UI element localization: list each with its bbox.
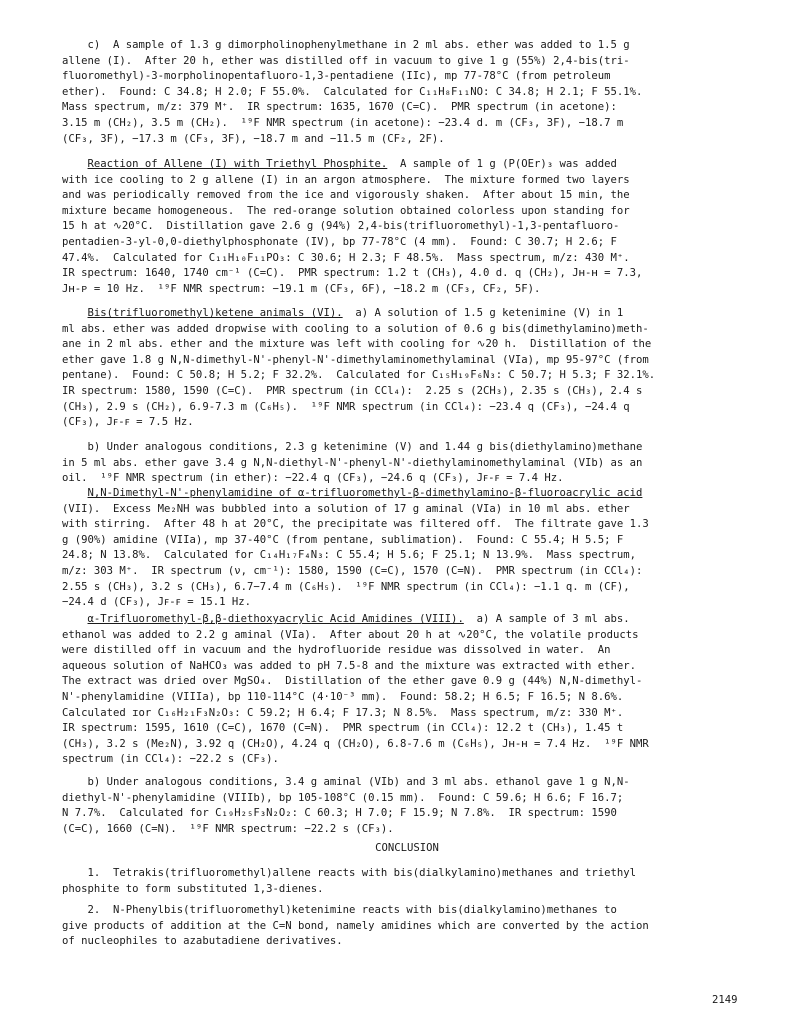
page-number: 2149 (712, 994, 738, 1006)
text-line: The extract was dried over MgSO₄. Distillation of the ether gave 0.9 g (44%) N,N-dimethyl- (62, 675, 643, 688)
text-line: 15 h at ∿20°C. Distillation gave 2.6 g (94%) 2,4-bis(trifluoromethyl)-1,3-pentafluoro- (62, 220, 620, 233)
text-line: of nucleophiles to azabutadiene derivatives. (62, 935, 343, 948)
conclusion-item-1 (62, 866, 752, 897)
text-line: 24.8; N 13.8%. Calculated for C₁₄H₁₇F₄N₃: C 55.4; H 5.6; F 25.1; N 13.9%. Mass spectrum, (62, 549, 637, 562)
text-line: ether gave 1.8 g N,N-dimethyl-N'-phenyl-N'-dimethylaminomethylaminal (VIa), mp 95-97°C (from (62, 353, 649, 366)
text-line: ml abs. ether was added dropwise with cooling to a solution of 0.6 g bis(dimethylamino)meth- (62, 322, 649, 335)
paragraph-triethyl-phosphite (62, 157, 752, 297)
paragraph-allene-morpholino (62, 38, 752, 147)
text-line: pentadien-3-yl-0,0-diethylphosphonate (IV), bp 77-78°C (4 mm). Found: C 30.7; H 2.6; F (62, 235, 617, 248)
text-line: ane in 2 ml abs. ether and the mixture was left with cooling for ∿20 h. Distillation of the (62, 338, 652, 351)
text-line: 2. N-Phenylbis(trifluoromethyl)ketenimine reacts with bis(dialkylamino)methanes to (62, 904, 617, 916)
text-line: (CH₃), 2.9 s (CH₂), 6.9-7.3 m (C₆H₅). ¹⁹F NMR spectrum (in CCl₄): −23.4 q (CF₃), −24.4 q (62, 400, 630, 413)
text-line: oil. ¹⁹F NMR spectrum (in ether): −22.4 q (CF₃), −24.6 q (CF₃), Jꜰ-ꜰ = 7.4 Hz. (62, 472, 564, 485)
conclusion-heading-block (62, 841, 752, 857)
section-heading: Bis(trifluoromethyl)ketene animals (VI). (87, 307, 343, 319)
text-line: give products of addition at the C=N bond, namely amidines which are converted by the action (62, 919, 649, 932)
text-line: (VII). Excess Me₂NH was bubbled into a solution of 17 g aminal (VIa) in 10 ml abs. ether (62, 502, 630, 515)
section-heading: N,N-Dimethyl-N'-phenylamidine of α-trifluoromethyl-β-dimethylamino-β-fluoroacrylic acid (87, 487, 643, 499)
text-line: in 5 ml abs. ether gave 3.4 g N,N-diethyl-N'-phenyl-N'-diethylaminomethylaminal (VIb) as an (62, 456, 643, 469)
paragraph-amidine-viiib (62, 775, 752, 837)
conclusion-heading: CONCLUSION (375, 842, 439, 854)
section-heading-line: Bis(trifluoromethyl)ketene animals (VI). a) A solution of 1.5 g ketenimine (V) in 1 (87, 307, 624, 319)
text-line: phosphite to form substituted 1,3-dienes. (62, 882, 324, 895)
text-line: with ice cooling to 2 g allene (I) in an argon atmosphere. The mixture formed two layers (62, 173, 630, 186)
text-line: (CH₃), 3.2 s (Me₂N), 3.92 q (CH₂O), 4.24 q (CH₂O), 6.8-7.6 m (C₆H₅), Jʜ-ʜ = 7.4 Hz. ¹⁹F NMR (62, 737, 649, 750)
section-heading-line: α-Trifluoromethyl-β,β-diethoxyacrylic Acid Amidines (VIII). a) A sample of 3 ml abs. (87, 613, 630, 625)
section-heading: α-Trifluoromethyl-β,β-diethoxyacrylic Acid Amidines (VIII). (87, 613, 464, 625)
text-line: (CF₃, 3F), −17.3 m (CF₃, 3F), −18.7 m and −11.5 m (CF₂, 2F). (62, 132, 445, 145)
text-line: m/z: 303 M⁺. IR spectrum (ν, cm⁻¹): 1580, 1590 (C=C), 1570 (C=N). PMR spectrum (in CCl₄): (62, 564, 643, 577)
paragraph-amidines-viii (62, 612, 752, 768)
section-heading: Reaction of Allene (I) with Triethyl Phosphite. (87, 158, 388, 170)
text-line: fluoromethyl)-3-morpholinopentafluoro-1,3-pentadiene (IIc), mp 77-78°C (from petroleum (62, 70, 611, 83)
text-line: N 7.7%. Calculated for C₁₉H₂₅F₃N₂O₂: C 60.3; H 7.0; F 15.9; N 7.8%. IR spectrum: 1590 (62, 807, 617, 820)
text-line: (C=C), 1660 (C=N). ¹⁹F NMR spectrum: −22.2 s (CF₃). (62, 822, 394, 835)
paragraph-aminal-vib (62, 440, 752, 487)
text-line: IR spectrum: 1640, 1740 cm⁻¹ (C=C). PMR spectrum: 1.2 t (CH₃), 4.0 d. q (CH₂), Jʜ-ʜ = 7.3, (62, 267, 643, 280)
text-line: diethyl-N'-phenylamidine (VIIIb), bp 105-108°C (0.15 mm). Found: C 59.6; H 6.6; F 16.7; (62, 791, 624, 804)
text-line: b) Under analogous conditions, 3.4 g aminal (VIb) and 3 ml abs. ethanol gave 1 g N,N- (62, 776, 630, 788)
text-line: aqueous solution of NaHCO₃ was added to pH 7.5-8 and the mixture was extracted with ether. (62, 659, 637, 672)
text-line: Mass spectrum, m/z: 379 M⁺. IR spectrum: 1635, 1670 (C=C). PMR spectrum (in acetone): (62, 101, 617, 114)
text-line: g (90%) amidine (VIIa), mp 37-40°C (from pentane, sublimation). Found: C 55.4; H 5.5; F (62, 533, 624, 546)
text-line: 3.15 m (CH₂), 3.5 m (CH₂). ¹⁹F NMR spectrum (in acetone): −23.4 d. m (CF₃, 3F), −18.7 m (62, 116, 624, 129)
text-line: spectrum (in CCl₄): −22.2 s (CF₃). (62, 753, 279, 766)
paragraph-amidine-vii (62, 486, 752, 611)
text-line: b) Under analogous conditions, 2.3 g ketenimine (V) and 1.44 g bis(diethylamino)methane (62, 441, 643, 453)
section-heading-line (62, 486, 752, 502)
text-line: −24.4 d (CF₃), Jꜰ-ꜰ = 15.1 Hz. (62, 596, 251, 609)
paragraph-ketene-aminals (62, 306, 752, 431)
text-line: 47.4%. Calculated for C₁₁H₁₀F₁₁PO₃: C 30.6; H 2.3; F 48.5%. Mass spectrum, m/z: 430 M⁺. (62, 251, 630, 264)
text-line: c) A sample of 1.3 g dimorpholinophenylmethane in 2 ml abs. ether was added to 1.5 g (62, 39, 630, 51)
section-heading-line: Reaction of Allene (I) with Triethyl Phosphite. A sample of 1 g (P(OEr)₃ was added (87, 158, 617, 170)
text-line: IR spectrum: 1580, 1590 (C=C). PMR spectrum (in CCl₄): 2.25 s (2CH₃), 2.35 s (CH₃), 2.4 s (62, 384, 643, 397)
text-line: allene (I). After 20 h, ether was distilled off in vacuum to give 1 g (55%) 2,4-bis(tri- (62, 54, 630, 67)
text-line: and was periodically removed from the ice and vigorously shaken. After about 15 min, the (62, 189, 630, 202)
text-line: were distilled off in vacuum and the hydrofluoride residue was dissolved in water. An (62, 644, 611, 657)
text-line: pentane). Found: C 50.8; H 5.2; F 32.2%. Calculated for C₁₅H₁₉F₆N₃: C 50.7; H 5.3; F 32.1%. (62, 369, 656, 382)
conclusion-item-2 (62, 903, 752, 950)
text-line: (CF₃), Jꜰ-ꜰ = 7.5 Hz. (62, 416, 194, 429)
text-line: Jʜ-ᴘ = 10 Hz. ¹⁹F NMR spectrum: −19.1 m (CF₃, 6F), −18.2 m (CF₃, CF₂, 5F). (62, 282, 541, 295)
text-line: with stirring. After 48 h at 20°C, the precipitate was filtered off. The filtrate gave 1.3 (62, 518, 649, 531)
text-line: 2.55 s (CH₃), 3.2 s (CH₃), 6.7−7.4 m (C₆H₅). ¹⁹F NMR spectrum (in CCl₄): −1.1 q. m (CF), (62, 580, 630, 593)
text-line: 1. Tetrakis(trifluoromethyl)allene reacts with bis(dialkylamino)methanes and triethyl (62, 867, 637, 879)
text-line: N'-phenylamidine (VIIIa), bp 110-114°C (4·10⁻³ mm). Found: 58.2; H 6.5; F 16.5; N 8.6%. (62, 690, 624, 703)
text-line: ethanol was added to 2.2 g aminal (VIa). After about 20 h at ∿20°C, the volatile products (62, 628, 639, 641)
text-line: ether). Found: C 34.8; H 2.0; F 55.0%. Calculated for C₁₁H₈F₁₁NO: C 34.8; H 2.1; F 55.1%. (62, 85, 643, 98)
text-line: mixture became homogeneous. The red-orange solution obtained colorless upon standing for (62, 204, 630, 217)
text-line: Calculated ɪor C₁₆H₂₁F₃N₂O₃: C 59.2; H 6.4; F 17.3; N 8.5%. Mass spectrum, m/z: 330 M⁺. (62, 706, 624, 719)
text-line: IR spectrum: 1595, 1610 (C=C), 1670 (C=N). PMR spectrum (in CCl₄): 12.2 t (CH₃), 1.45 t (62, 722, 624, 735)
